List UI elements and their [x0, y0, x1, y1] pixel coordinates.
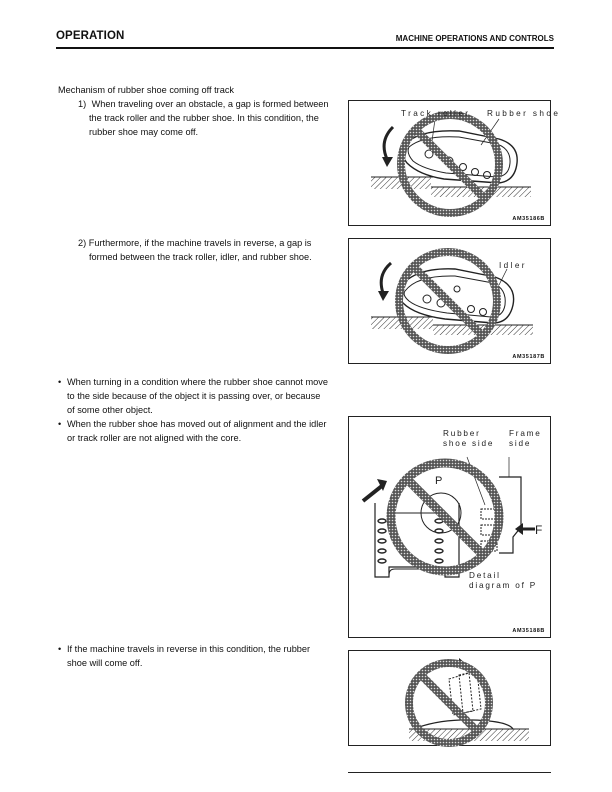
bullet-list	[58, 375, 348, 445]
figure-2-code: AM35187B	[512, 354, 545, 360]
bullet-dot: •	[58, 419, 62, 429]
label-rubber-shoe: Rubber shoe	[487, 109, 561, 118]
item-2-line-2: formed between the track roller, idler, and rubber shoe.	[89, 252, 312, 262]
label-track-roller: Track roller	[401, 109, 471, 118]
label-p: P	[435, 475, 443, 487]
label-rubber-shoe-side-1: Rubber	[443, 429, 481, 438]
figure-1-illustration	[349, 101, 552, 227]
figure-reverse-gap	[348, 238, 551, 364]
label-f: F	[535, 523, 543, 537]
footer-rule	[348, 772, 551, 773]
item-2	[78, 236, 348, 264]
label-detail-2: diagram of P	[469, 581, 538, 590]
bullet-1-line-2: to the side because of the object it is passing over, or because	[67, 391, 321, 401]
bullet-item-1	[58, 375, 348, 417]
prohibition-slash	[421, 675, 477, 731]
label-idler: Idler	[499, 261, 527, 270]
bullet-1-line-3: of some other object.	[67, 405, 153, 415]
bullet-2-line-1: When the rubber shoe has moved out of alignment and the idler	[67, 419, 327, 429]
item-1-line-2: the track roller and the rubber shoe. In this condition, the	[89, 113, 319, 123]
bullet-item-2	[58, 417, 348, 445]
figure-3-code: AM35188B	[512, 628, 545, 634]
figure-track-roller-gap	[348, 100, 561, 226]
figure-misalignment	[348, 416, 551, 638]
item-2-number: 2)	[78, 238, 87, 248]
figure-4-illustration	[349, 651, 552, 747]
bullet-1-line-1: When turning in a condition where the rubber shoe cannot move	[67, 377, 328, 387]
label-detail-1: Detail	[469, 571, 501, 580]
intro-text: Mechanism of rubber shoe coming off track	[58, 85, 235, 95]
item-1-number: 1)	[78, 99, 87, 109]
label-rubber-shoe-side-2: shoe side	[443, 439, 495, 448]
figure-1-code: AM35186B	[512, 216, 545, 222]
rotation-arrow	[381, 263, 391, 293]
item-1	[78, 97, 348, 139]
item-1-line-3: rubber shoe may come off.	[89, 127, 199, 137]
bullet-item-3	[58, 642, 348, 670]
chapter-title: MACHINE OPERATIONS AND CONTROLS	[395, 34, 554, 43]
bullet-2-line-2: or track roller are not aligned with the core.	[67, 433, 242, 443]
item-2-line-1: Furthermore, if the machine travels in reverse, a gap is	[88, 238, 312, 248]
label-frame-side-1: Frame	[509, 429, 542, 438]
bullet-dot: •	[58, 644, 62, 654]
header-rule	[56, 47, 554, 49]
figure-2-illustration	[349, 239, 552, 365]
figure-reverse-come-off	[348, 650, 551, 746]
label-frame-side-2: side	[509, 439, 532, 448]
bullet-3-line-2: shoe will come off.	[67, 658, 143, 668]
section-title: OPERATION	[56, 30, 125, 42]
bullet-3-line-1: If the machine travels in reverse in this condition, the rubber	[67, 644, 311, 654]
bullet-dot: •	[58, 377, 62, 387]
item-1-line-1: When traveling over an obstacle, a gap is formed between	[91, 99, 329, 109]
bullet-list-2	[58, 642, 348, 670]
figure-3-illustration	[349, 417, 552, 639]
prohibition-slash	[407, 479, 483, 555]
rotation-arrow	[384, 127, 393, 159]
